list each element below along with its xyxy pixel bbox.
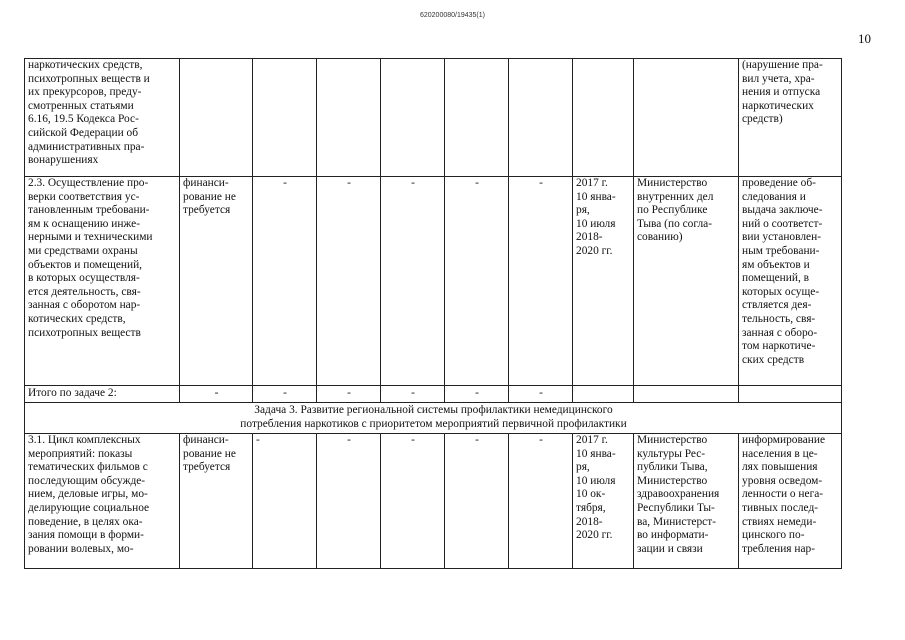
amount-cell: - [509,434,573,569]
executor-cell [634,386,739,403]
result-cell: проведение об- следования и выдача заключе- ний о соответст- вии установлен- ным требовани- ям объектов и помещений, в которых осуще- ствляется дея- тельность, свя- занная с оборо- том наркотиче- ских средств [739,177,842,386]
amount-cell: - [509,386,573,403]
amount-cell: - [445,434,509,569]
dates-cell: 2017 г. 10 янва- ря, 10 июля 10 ок- тября, 2018- 2020 гг. [573,434,634,569]
dates-cell: 2017 г. 10 янва- ря, 10 июля 2018- 2020 гг. [573,177,634,386]
amount-cell [317,59,381,177]
amount-cell [381,59,445,177]
amount-cell [509,59,573,177]
amount-cell: - [381,177,445,386]
amount-cell: - [253,434,317,569]
result-cell: (нарушение пра- вил учета, хра- нения и отпуска наркотических средств) [739,59,842,177]
table-row [25,59,842,177]
table-row [25,177,842,386]
amount-cell: - [317,177,381,386]
amount-cell: - [509,177,573,386]
total-label: Итого по задаче 2: [25,386,180,403]
executor-cell: Министерство внутренних дел по Республике Тыва (по согла- сованию) [634,177,739,386]
amount-cell: - [317,434,381,569]
amount-cell: - [317,386,381,403]
page-number: 10 [858,31,871,46]
task-heading: Задача 3. Развитие региональной системы профилактики немедицинского потребления наркотиков с приоритетом мероприятий первичной профилактики [25,403,842,434]
activity-cell: 2.3. Осуществление про- верки соответствия ус- тановленным требовани- ям к оснащению инже- нерными и техническими ми средствами охраны объектов и помещений, в которых осуществля- ется деятельность, свя- занная с оборотом нар- котических средств, психотропных веществ [25,177,180,386]
executor-cell [634,59,739,177]
amount-cell: - [381,434,445,569]
amount-cell: - [445,177,509,386]
amount-cell [445,59,509,177]
amount-cell: - [253,177,317,386]
financing-cell: финанси- рование не требуется [180,434,253,569]
financing-cell [180,59,253,177]
table-row [25,434,842,569]
amount-cell: - [180,386,253,403]
dates-cell [573,59,634,177]
executor-cell: Министерство культуры Рес- публики Тыва, Министерство здравоохранения Республики Ты- ва, Министерст- во информати- зации и связи [634,434,739,569]
amount-cell: - [253,386,317,403]
amount-cell [253,59,317,177]
result-cell [739,386,842,403]
action-plan-table [24,58,842,569]
dates-cell [573,386,634,403]
result-cell: информирование населения в це- лях повышения уровня осведом- ленности о нега- тивных послед- ствиях немеди- цинского по- требления нар- [739,434,842,569]
financing-cell: финанси- рование не требуется [180,177,253,386]
amount-cell: - [445,386,509,403]
document-id: 620200080/19435(1) [419,12,485,19]
amount-cell: - [381,386,445,403]
activity-cell: наркотических средств, психотропных веществ и их прекурсоров, преду- смотренных статьями 6.16, 19.5 Кодекса Рос- сийской Федерации об административных пра- вонарушениях [25,59,180,177]
activity-cell: 3.1. Цикл комплексных мероприятий: показы тематических фильмов с последующим обсужде- нием, деловые игры, мо- делирующие социальное поведение, в целях ока- зания помощи в форми- ровании волевых, мо- [25,434,180,569]
task-heading-row [25,403,842,434]
table-row-total [25,386,842,403]
